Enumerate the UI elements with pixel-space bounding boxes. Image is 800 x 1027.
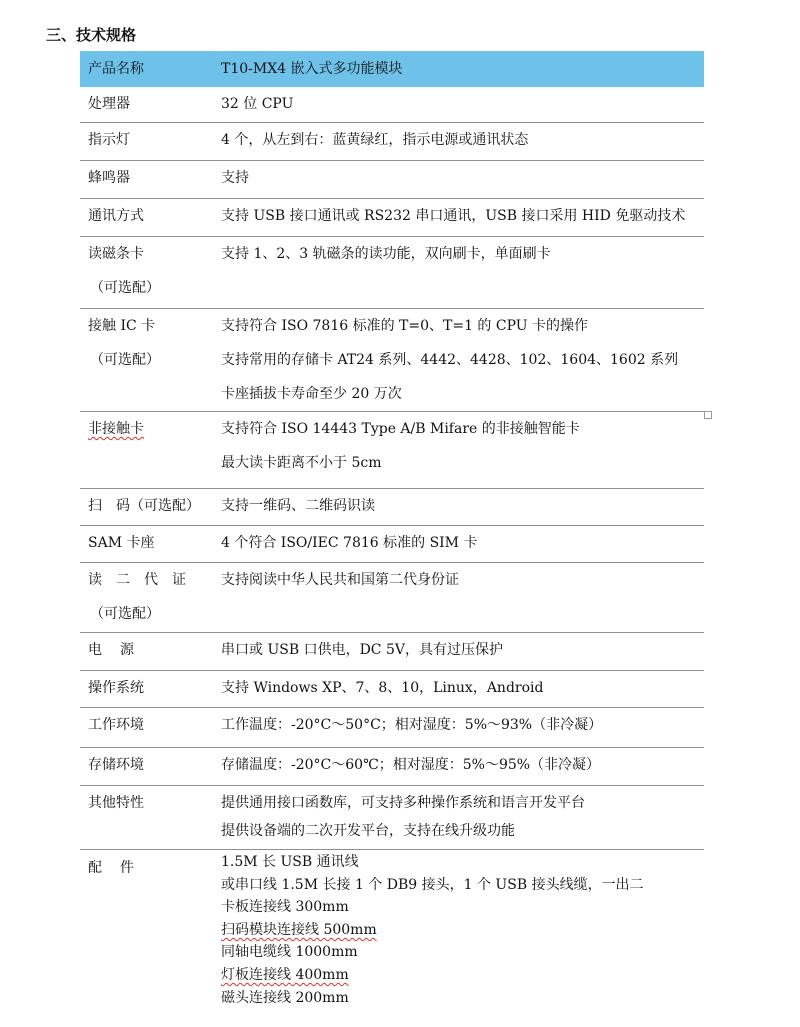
spec-table bbox=[80, 51, 704, 1010]
table-row bbox=[80, 786, 704, 850]
value-line: 4 个符合 ISO/IEC 7816 标准的 SIM 卡 bbox=[221, 535, 478, 551]
label-optional: （可选配） bbox=[90, 352, 160, 368]
value-line: 同轴电缆线 1000mm bbox=[221, 944, 358, 961]
value-line: 串口或 USB 口供电，DC 5V，具有过压保护 bbox=[221, 642, 503, 658]
table-row bbox=[80, 633, 704, 671]
table-row bbox=[80, 526, 704, 563]
value-line: 工作温度：-20°C～50°C；相对湿度：5%～93%（非冷凝） bbox=[221, 717, 603, 733]
table-row bbox=[80, 199, 704, 237]
value-line: 提供通用接口函数库，可支持多种操作系统和语言开发平台 bbox=[221, 795, 585, 811]
label-line: 接触 IC 卡 bbox=[88, 318, 156, 334]
table-row bbox=[80, 748, 704, 786]
value-line: 灯板连接线 400mm bbox=[221, 966, 349, 983]
value-line: 存储温度：-20°C～60℃；相对湿度：5%～95%（非冷凝） bbox=[221, 757, 601, 773]
label-line: 处理器 bbox=[88, 96, 130, 112]
table-row bbox=[80, 563, 704, 633]
value-line: 支持一维码、二维码识读 bbox=[221, 498, 375, 514]
value-line: 支持符合 ISO 7816 标准的 T=0、T=1 的 CPU 卡的操作 bbox=[221, 318, 589, 334]
value-line: 32 位 CPU bbox=[221, 96, 294, 112]
value-line: 支持 1、2、3 轨磁条的读功能，双向刷卡，单面刷卡 bbox=[221, 246, 551, 262]
label-line: 通讯方式 bbox=[88, 208, 144, 224]
value-line: 扫码模块连接线 500mm bbox=[221, 921, 377, 938]
label-line: 其他特性 bbox=[88, 795, 144, 811]
value-line: 支持 Windows XP、7、8、10，Linux，Android bbox=[221, 680, 544, 696]
value-line: 1.5M 长 USB 通讯线 bbox=[221, 854, 359, 870]
spec-label bbox=[88, 51, 218, 87]
label-line: 非接触卡 bbox=[88, 421, 144, 437]
label-line: 读磁条卡 bbox=[88, 246, 144, 262]
table-row bbox=[80, 708, 704, 748]
value-line: 支持 USB 接口通讯或 RS232 串口通讯，USB 接口采用 HID 免驱动技术 bbox=[221, 208, 686, 224]
value-line: 4 个，从左到右：蓝黄绿红，指示电源或通讯状态 bbox=[221, 132, 529, 148]
label-optional: （可选配） bbox=[90, 606, 160, 622]
value-line: 支持阅读中华人民共和国第二代身份证 bbox=[221, 572, 459, 588]
label-line: SAM 卡座 bbox=[88, 535, 155, 551]
label-line: 产品名称 bbox=[88, 61, 144, 77]
value-line: 支持常用的存储卡 AT24 系列、4442、4428、102、1604、1602 系列 bbox=[221, 352, 679, 368]
label-line: 操作系统 bbox=[88, 680, 144, 696]
value-line: 或串口线 1.5M 长接 1 个 DB9 接头，1 个 USB 接头线缆，一出二 bbox=[221, 876, 644, 893]
table-resize-handle[interactable] bbox=[704, 411, 712, 419]
value-line: T10-MX4 嵌入式多功能模块 bbox=[221, 61, 403, 77]
value-line: 磁头连接线 200mm bbox=[221, 989, 349, 1006]
spec-value bbox=[221, 51, 704, 87]
table-row bbox=[80, 87, 704, 123]
table-row bbox=[80, 489, 704, 526]
table-row bbox=[80, 671, 704, 708]
label-line: 蜂鸣器 bbox=[88, 170, 130, 186]
table-row bbox=[80, 161, 704, 199]
label-line: 指示灯 bbox=[88, 132, 130, 148]
label-line: 配件 bbox=[88, 860, 152, 876]
label-line: 电源 bbox=[88, 642, 152, 658]
label-line: 工作环境 bbox=[88, 717, 144, 733]
value-line: 最大读卡距离不小于 5cm bbox=[221, 455, 382, 471]
table-header-row bbox=[80, 51, 704, 87]
table-row bbox=[80, 237, 704, 309]
label-optional: （可选配） bbox=[90, 280, 160, 296]
label-line: 读二代证 bbox=[88, 572, 200, 588]
table-row bbox=[80, 309, 704, 412]
value-line: 卡板连接线 300mm bbox=[221, 899, 349, 916]
section-title: 三、技术规格 bbox=[46, 26, 137, 44]
label-line: 存储环境 bbox=[88, 757, 144, 773]
table-row bbox=[80, 412, 704, 489]
value-line: 支持 bbox=[221, 170, 249, 186]
table-row bbox=[80, 123, 704, 161]
table-row bbox=[80, 850, 704, 1010]
value-line: 提供设备端的二次开发平台，支持在线升级功能 bbox=[221, 823, 515, 839]
label-line: 扫 码（可选配） bbox=[88, 498, 200, 514]
value-line: 卡座插拔卡寿命至少 20 万次 bbox=[221, 386, 402, 402]
value-line: 支持符合 ISO 14443 Type A/B Mifare 的非接触智能卡 bbox=[221, 421, 580, 437]
